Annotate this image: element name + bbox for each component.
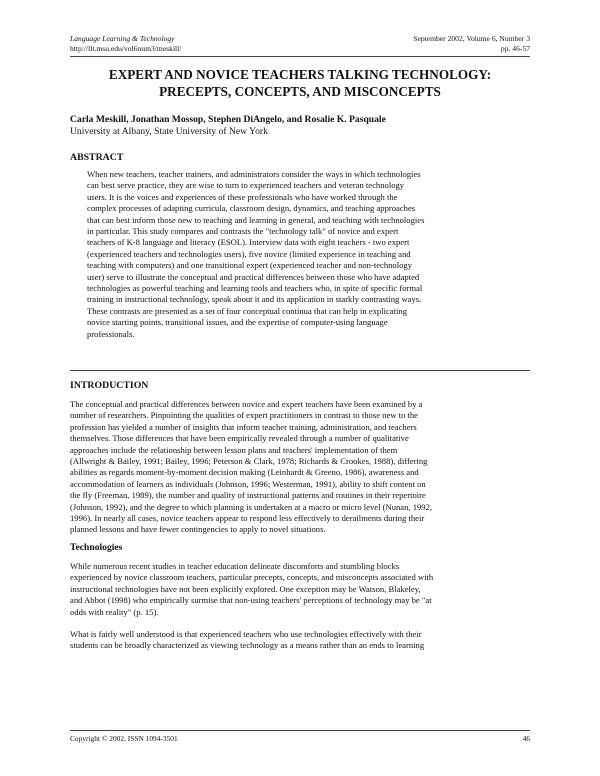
issue-info: September 2002, Volume 6, Number 3 <box>413 34 530 43</box>
text-line: teaching with computers) and one transitional expert (experienced teacher and non-technology <box>87 260 413 271</box>
text-line: users. It is the voices and experiences of these professionals who have worked through the <box>87 191 398 202</box>
technologies-paragraph-2 <box>70 629 424 652</box>
text-line: accommodation of learners as individuals (Johnson, 1996; Westerman, 1991), ability to shift content on <box>70 478 426 489</box>
text-line: training in instructional technology, speak about it and its application in starkly contrasting ways. <box>87 294 422 305</box>
text-line: that can best inform those new to teaching and learning in general, and teaching with technologies <box>87 214 425 225</box>
text-line: user) serve to illustrate the conceptual and practical differences between those who have adapted <box>87 271 420 282</box>
text-line: in particular. This study compares and contrasts the "technology talk" of novice and expert <box>87 226 399 237</box>
author-list: Carla Meskill, Jonathan Mossop, Stephen DiAngelo, and Rosalie K. Pasquale <box>70 114 386 125</box>
text-line: What is fairly well understood is that experienced teachers who use technologies effectively with their <box>70 629 422 639</box>
text-line: (Allwright & Bailey, 1991; Bailey, 1996; Peterson & Clark, 1978; Richards & Crookes, 1988), differing <box>70 456 428 467</box>
text-line: planned lessons and have fewer contingencies to apply to novel situations. <box>70 524 326 535</box>
text-line: odds with reality" (p. 15). <box>70 606 159 617</box>
text-line: students can be broadly characterized as viewing technology as a means rather than an ends to learning <box>70 640 425 651</box>
abstract-divider <box>70 370 530 371</box>
text-line: While numerous recent studies in teacher education delineate discomforts and stumbling blocks <box>70 561 400 571</box>
technologies-paragraph-1 <box>70 561 433 618</box>
text-line: instructional technologies have not been explicitly explored. One exception may be Watson, Blakeley, <box>70 583 421 594</box>
text-line: approaches include the relationship between lesson plans and teachers' implementation of them <box>70 444 398 455</box>
page-range: pp. 46-57 <box>500 44 530 53</box>
text-line: (experienced teachers and technologies users), five novice (limited experience in teaching and <box>87 248 411 259</box>
journal-name: Language Learning & Technology <box>70 34 175 43</box>
header-divider <box>70 56 530 57</box>
text-line: 1996). In nearly all cases, novice teachers appear to respond less effectively to derailments during their <box>70 513 425 524</box>
text-line: the fly (Freeman, 1989), the number and quality of instructional patterns and routines in their repertoire <box>70 490 426 501</box>
title-line: PRECEPTS, CONCEPTS, AND MISCONCEPTS <box>159 83 441 99</box>
text-line: profession has yielded a number of insights that inform teacher training, administration, and teachers <box>70 421 417 432</box>
text-line: The conceptual and practical differences between novice and expert teachers have been examined by a <box>70 399 423 409</box>
article-url: http://llt.msu.edu/vol6num3/meskill/ <box>70 44 182 53</box>
technologies-heading: Technologies <box>70 542 123 553</box>
title-line: EXPERT AND NOVICE TEACHERS TALKING TECHNOLOGY: <box>108 67 492 82</box>
text-line: number of researchers. Pinpointing the qualities of expert practitioners in contrast to those new to the <box>70 410 418 421</box>
text-line: abilities as regards moment-by-moment decision making (Leinhardt & Greeno, 1986), awareness and <box>70 467 419 478</box>
text-line: teachers of K-8 language and literacy (ESOL). Interview data with eight teachers - two expert <box>87 237 410 248</box>
abstract-text <box>87 169 424 340</box>
footer-divider <box>70 730 530 731</box>
paper-title <box>70 67 530 100</box>
page-number: 46 <box>522 734 530 743</box>
affiliation: University at Albany, State University of New York <box>70 126 268 137</box>
copyright-notice: Copyright © 2002, ISSN 1094-3501 <box>70 734 178 743</box>
text-line: complex processes of adapting curricula, classroom design, dynamics, and teaching approaches <box>87 203 416 214</box>
text-line: When new teachers, teacher trainers, and administrators consider the ways in which technologies <box>87 169 421 179</box>
text-line: and Abbot (1998) who empirically surmise that non-using teachers' perceptions of technology may be "at <box>70 595 432 606</box>
text-line: novice starting points, transitional issues, and the expertise of computer-using language <box>87 317 388 328</box>
text-line: can best serve practice, they are wise to turn to experienced teachers and veteran technology <box>87 180 405 191</box>
introduction-heading: INTRODUCTION <box>70 380 149 391</box>
text-line: technologies as powerful teaching and learning tools and teachers who, in spite of specific formal <box>87 283 423 294</box>
text-line: professionals. <box>87 328 135 339</box>
introduction-text <box>70 399 432 536</box>
text-line: themselves. Those differences that have been empirically revealed through a number of qualitative <box>70 433 409 444</box>
text-line: (Johnson, 1992), and the degree to which planning is undertaken at a macro or micro level (Nunan, 1992, <box>70 501 433 512</box>
text-line: experienced by novice classroom teachers, particular precepts, concepts, and misconcepts associated with <box>70 572 434 583</box>
abstract-heading: ABSTRACT <box>70 152 124 163</box>
text-line: These contrasts are presented as a set of four conceptual continua that can help in explicating <box>87 305 407 316</box>
